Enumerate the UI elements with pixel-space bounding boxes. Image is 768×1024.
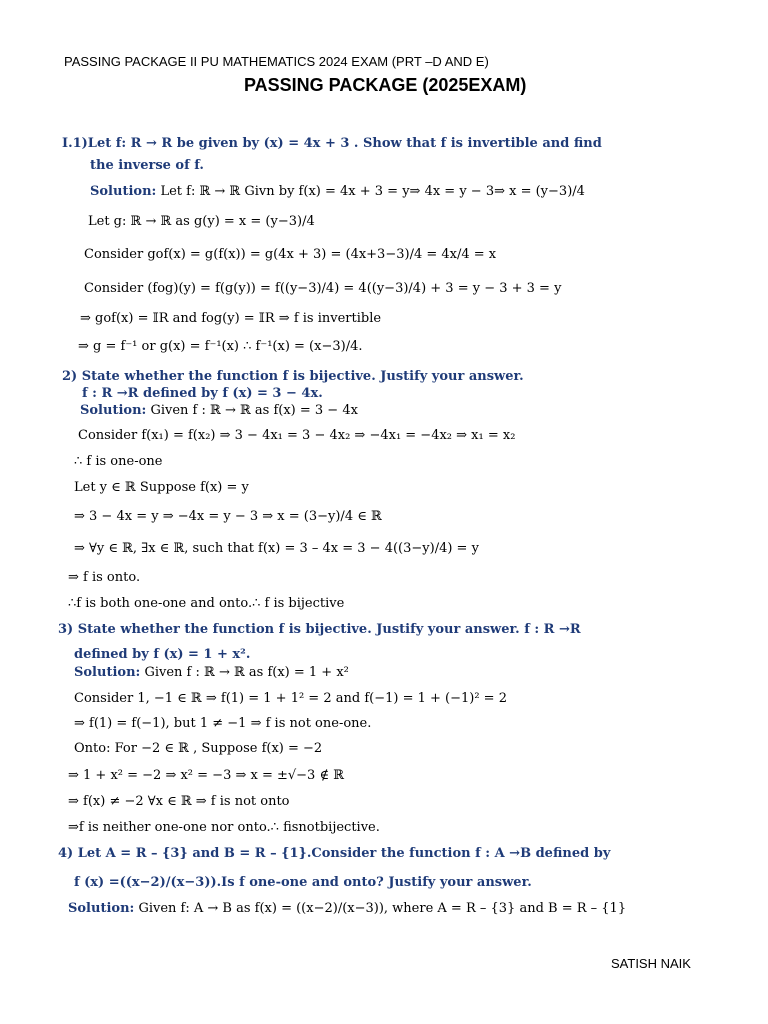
q3-line-3: ⇒ f(1) = f(−1), but 1 ≠ −1 ⇒ f is not one-one. (74, 716, 372, 731)
q1-line-4: Consider (fog)(y) = f(g(y)) = f((y−3)/4) = 4((y−3)/4) + 3 = y − 3 + 3 = y (84, 281, 562, 296)
q1-line-2: Let g: ℝ → ℝ as g(y) = x = (y−3)/4 (88, 214, 315, 229)
solution-label: Solution: (68, 901, 135, 916)
q4-question-line-1: 4) Let A = R – {3} and B = R – {1}.Consider the function f : A →B defined by (58, 846, 611, 861)
q3-solution-text: Given f : ℝ → ℝ as f(x) = 1 + x² (144, 665, 349, 680)
q1-question-line-2: the inverse of f. (90, 158, 204, 173)
q4-solution-text: Given f: A → B as f(x) = ((x−2)/(x−3)), where A = R – {3} and B = R – {1} (138, 901, 627, 916)
q3-line-6: ⇒ f(x) ≠ −2 ∀x ∈ ℝ ⇒ f is not onto (68, 794, 290, 809)
q3-question-line-1: 3) State whether the function f is bijective. Justify your answer. f : R →R (58, 622, 581, 637)
q2-line-5: ⇒ 3 − 4x = y ⇒ −4x = y − 3 ⇒ x = (3−y)/4 ∈ ℝ (74, 509, 382, 524)
q3-line-4: Onto: For −2 ∈ ℝ , Suppose f(x) = −2 (74, 741, 323, 756)
q3-question-line-2: defined by f (x) = 1 + x². (74, 647, 251, 662)
q1-line-5: ⇒ gof(x) = 𝕀R and fog(y) = 𝕀R ⇒ f is invertible (80, 311, 382, 326)
q3-line-2: Consider 1, −1 ∈ ℝ ⇒ f(1) = 1 + 1² = 2 and f(−1) = 1 + (−1)² = 2 (74, 691, 507, 706)
q2-line-7: ⇒ f is onto. (68, 570, 141, 585)
q2-line-8: ∴f is both one-one and onto.∴ f is bijective (68, 596, 345, 611)
page-title: PASSING PACKAGE (2025EXAM) (244, 75, 527, 95)
q2-question-line-2: f : R →R defined by f (x) = 3 − 4x. (82, 386, 323, 401)
q1-question-line-1: I.1)Let f: R → R be given by (x) = 4x + 3 . Show that f is invertible and find (62, 136, 602, 151)
solution-label: Solution: (74, 665, 141, 680)
q1-line-3: Consider gof(x) = g(f(x)) = g(4x + 3) = (4x+3−3)/4 = 4x/4 = x (84, 247, 497, 262)
q3-line-5: ⇒ 1 + x² = −2 ⇒ x² = −3 ⇒ x = ±√−3 ∉ ℝ (68, 768, 345, 783)
solution-label: Solution: (80, 403, 147, 418)
footer-author: SATISH NAIK (611, 956, 691, 971)
q2-line-2: Consider f(x₁) = f(x₂) ⇒ 3 − 4x₁ = 3 − 4x₂ ⇒ −4x₁ = −4x₂ ⇒ x₁ = x₂ (78, 428, 516, 443)
q4-question-line-2: f (x) =((x−2)/(x−3)).Is f one-one and onto? Justify your answer. (74, 875, 532, 890)
q3-solution-line (74, 665, 349, 681)
q1-solution-line (90, 184, 585, 200)
q2-line-3: ∴ f is one-one (74, 454, 163, 469)
q1-line-6: ⇒ g = f⁻¹ or g(x) = f⁻¹(x) ∴ f⁻¹(x) = (x−3)/4. (78, 339, 363, 354)
q2-line-6: ⇒ ∀y ∈ ℝ, ∃x ∈ ℝ, such that f(x) = 3 – 4x = 3 − 4((3−y)/4) = y (74, 541, 479, 556)
solution-label: Solution: (90, 184, 157, 199)
q1-solution-text: Let f: ℝ → ℝ Givn by f(x) = 4x + 3 = y⇒ 4x = y − 3⇒ x = (y−3)/4 (160, 184, 585, 199)
q2-line-4: Let y ∈ ℝ Suppose f(x) = y (74, 480, 249, 495)
q2-question-line-1: 2) State whether the function f is bijective. Justify your answer. (62, 369, 524, 384)
q2-solution-line (80, 403, 358, 419)
header-top-line: PASSING PACKAGE II PU MATHEMATICS 2024 EXAM (PRT –D AND E) (64, 54, 489, 69)
q4-solution-line (68, 901, 626, 917)
q3-line-7: ⇒f is neither one-one nor onto.∴ fisnotbijective. (68, 820, 380, 835)
q2-solution-text: Given f : ℝ → ℝ as f(x) = 3 − 4x (150, 403, 358, 418)
